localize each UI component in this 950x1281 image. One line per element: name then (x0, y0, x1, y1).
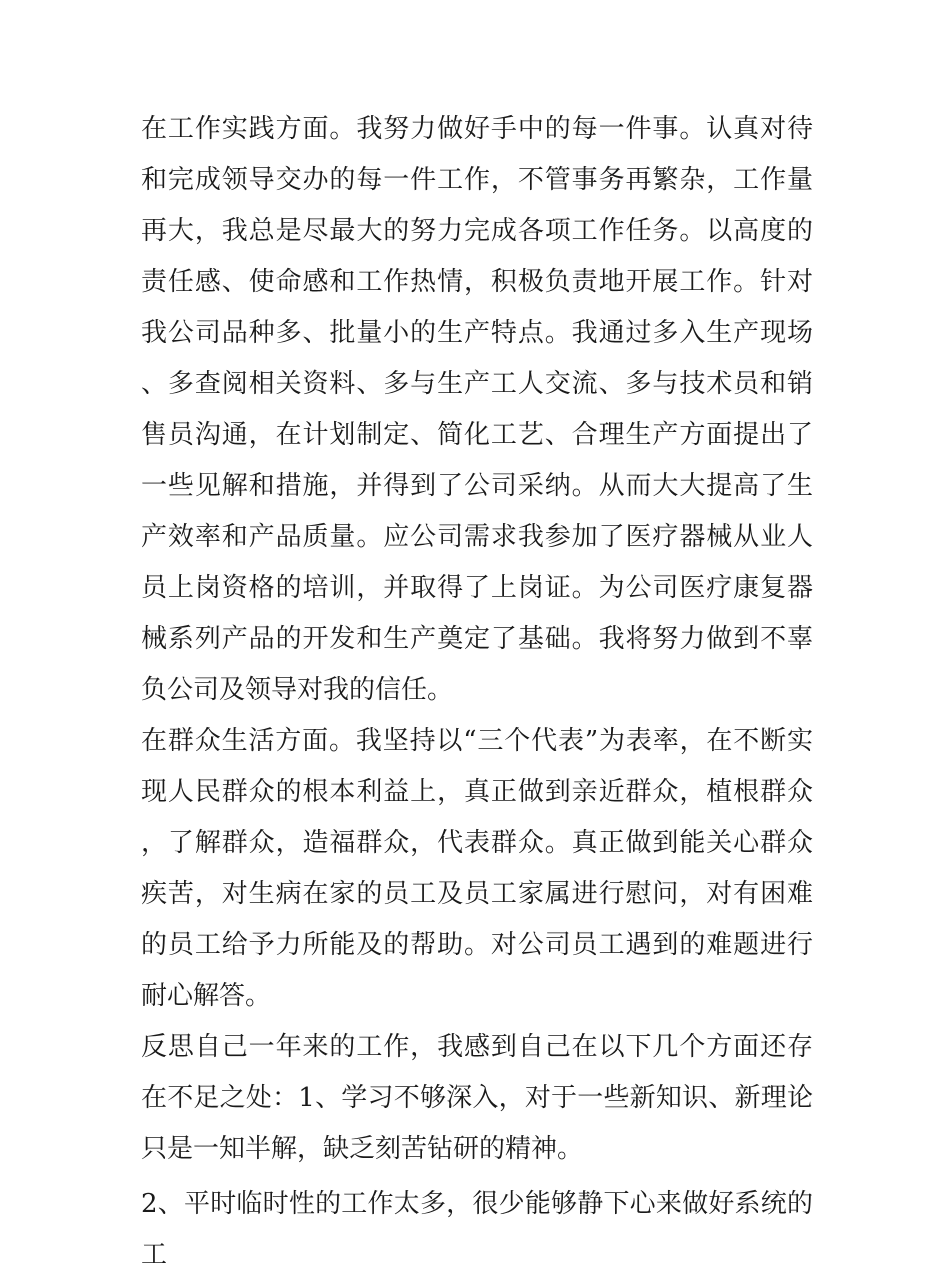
paragraph-public-life: 在群众生活方面。我坚持以“三个代表”为表率，在不断实现人民群众的根本利益上，真正做到亲近群众，植根群众，了解群众，造福群众，代表群众。真正做到能关心群众疾苦，对生病在家的员工及员工家属进行慰问，对有困难的员工给予力所能及的帮助。对公司员工遇到的难题进行耐心解答。 (141, 726, 813, 1011)
paragraph-work-practice: 在工作实践方面。我努力做好手中的每一件事。认真对待和完成领导交办的每一件工作，不管事务再繁杂，工作量再大，我总是尽最大的努力完成各项工作任务。以高度的责任感、使命感和工作热情，积极负责地开展工作。针对我公司品种多、批量小的生产特点。我通过多入生产现场、多查阅相关资料、多与生产工人交流、多与技术员和销售员沟通，在计划制定、简化工艺、合理生产方面提出了一些见解和措施，并得到了公司采纳。从而大大提高了生产效率和产品质量。应公司需求我参加了医疗器械从业人员上岗资格的培训，并取得了上岗证。为公司医疗康复器械系列产品的开发和生产奠定了基础。我将努力做到不辜负公司及领导对我的信任。 (141, 114, 813, 705)
paragraph-reflection: 反思自己一年来的工作，我感到自己在以下几个方面还存在不足之处：1、学习不够深入，对于一些新知识、新理论只是一知半解，缺乏刻苦钻研的精神。 (141, 1032, 813, 1164)
paragraph-shortcoming-2: 2、平时临时性的工作太多，很少能够静下心来做好系统的工 (141, 1189, 813, 1270)
document-body (141, 104, 813, 1281)
